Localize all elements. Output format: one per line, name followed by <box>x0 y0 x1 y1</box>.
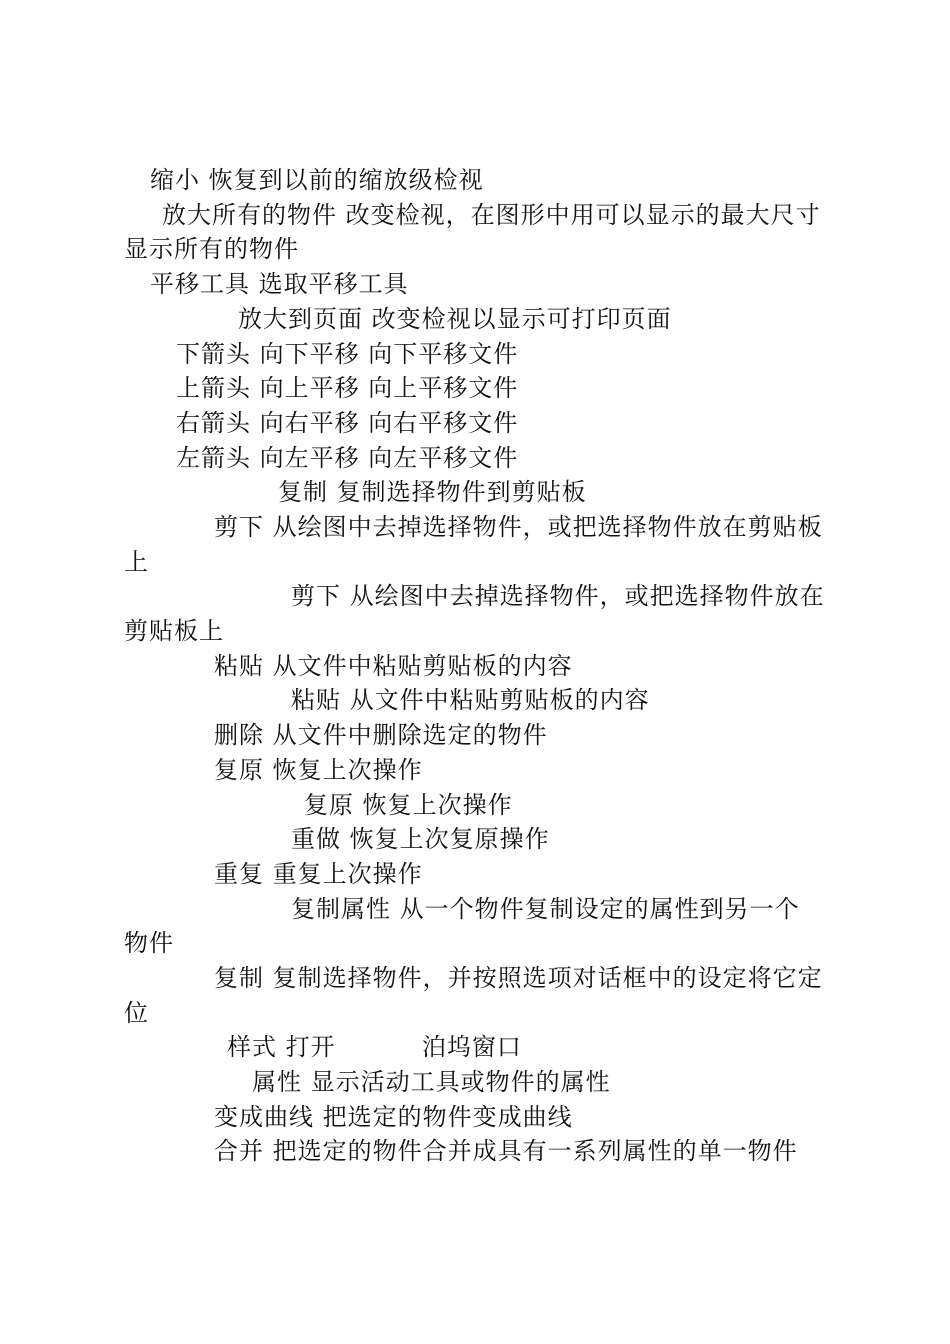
text-line: 右箭头 向右平移 向右平移文件 <box>176 409 519 437</box>
text-line: 上 <box>124 548 149 576</box>
text-line: 复制属性 从一个物件复制设定的属性到另一个 <box>291 895 800 923</box>
text-line: 上箭头 向上平移 向上平移文件 <box>176 374 519 402</box>
text-line: 放大所有的物件 改变检视，在图形中用可以显示的最大尺寸 <box>162 201 821 229</box>
text-line: 重复 重复上次操作 <box>214 860 423 888</box>
text-line: 物件 <box>124 929 174 957</box>
text-line: 粘贴 从文件中粘贴剪贴板的内容 <box>214 652 573 680</box>
text-line: 剪贴板上 <box>124 617 224 645</box>
text-line: 剪下 从绘图中去掉选择物件，或把选择物件放在剪贴板 <box>214 513 823 541</box>
text-line: 删除 从文件中删除选定的物件 <box>214 721 548 749</box>
text-line: 样式 打开 泊坞窗口 <box>227 1033 522 1061</box>
text-line: 显示所有的物件 <box>124 235 299 263</box>
text-line: 位 <box>124 999 149 1027</box>
text-line: 缩小 恢复到以前的缩放级检视 <box>150 166 484 194</box>
text-line: 复制 复制选择物件到剪贴板 <box>278 478 587 506</box>
text-line: 复原 恢复上次操作 <box>304 791 513 819</box>
text-line: 复原 恢复上次操作 <box>214 756 423 784</box>
text-line: 平移工具 选取平移工具 <box>150 270 409 298</box>
text-line: 合并 把选定的物件合并成具有一系列属性的单一物件 <box>214 1137 798 1165</box>
text-line: 重做 恢复上次复原操作 <box>291 825 550 853</box>
text-line: 粘贴 从文件中粘贴剪贴板的内容 <box>291 686 650 714</box>
text-line: 属性 显示活动工具或物件的属性 <box>252 1068 611 1096</box>
text-line: 放大到页面 改变检视以显示可打印页面 <box>238 305 672 333</box>
text-line: 变成曲线 把选定的物件变成曲线 <box>214 1103 573 1131</box>
text-line: 复制 复制选择物件，并按照选项对话框中的设定将它定 <box>214 964 823 992</box>
text-line: 左箭头 向左平移 向左平移文件 <box>176 444 519 472</box>
text-line: 下箭头 向下平移 向下平移文件 <box>176 340 519 368</box>
text-line: 剪下 从绘图中去掉选择物件，或把选择物件放在 <box>291 582 825 610</box>
